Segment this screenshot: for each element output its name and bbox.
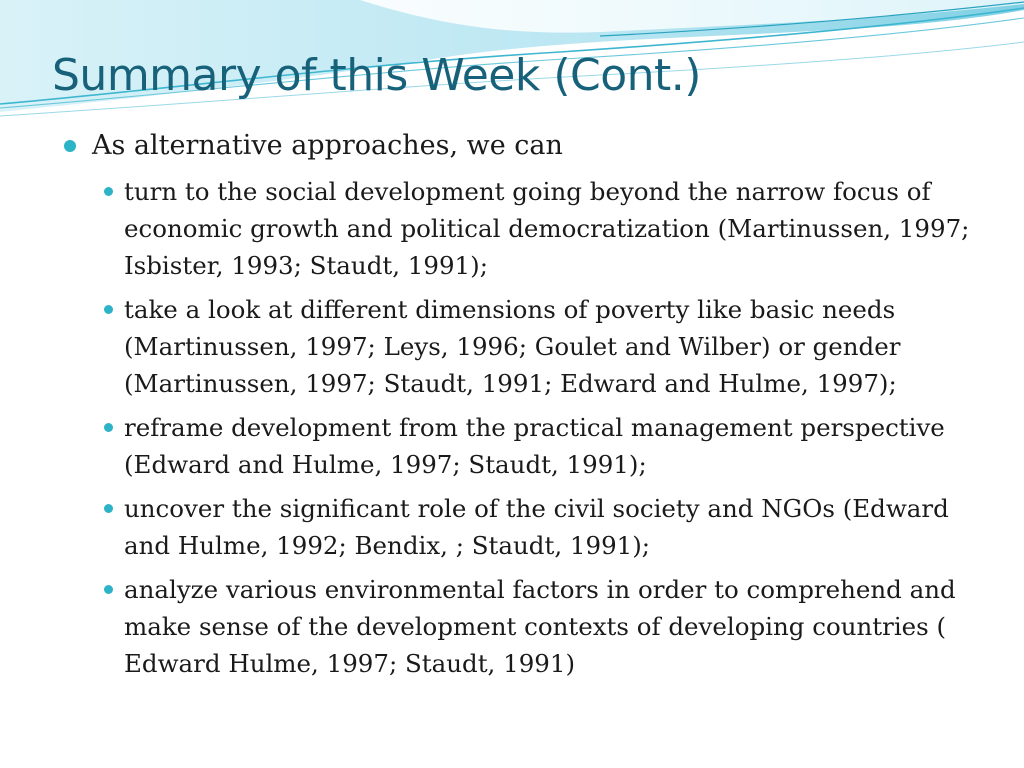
list-item-text: turn to the social development going beyond the narrow focus of economic growth and political democratization (Martinussen, 1997; Isbister, 1993; Staudt, 1991); — [124, 177, 970, 280]
teal-dot-bullet-icon — [104, 305, 113, 314]
list-item — [104, 571, 984, 682]
level1-item — [64, 128, 984, 164]
list-item-text: uncover the significant role of the civil society and NGOs (Edward and Hulme, 1992; Bendix, ; Staudt, 1991); — [124, 494, 949, 560]
list-item — [104, 173, 984, 284]
list-item-text: take a look at different dimensions of poverty like basic needs (Martinussen, 1997; Leys, 1996; Goulet and Wilber) or gender (Martinussen, 1997; Staudt, 1991; Edward and Hulme, 1997); — [124, 295, 901, 398]
slide-title: Summary of this Week (Cont.) — [52, 50, 701, 101]
teal-dot-bullet-icon — [104, 585, 113, 594]
list-item — [104, 490, 984, 564]
content-body — [64, 128, 984, 682]
teal-dot-bullet-icon — [104, 187, 113, 196]
list-item-text: analyze various environmental factors in order to comprehend and make sense of the development contexts of developing countries ( Edward Hulme, 1997; Staudt, 1991) — [124, 575, 956, 678]
list-item-text: reframe development from the practical management perspective (Edward and Hulme, 1997; Staudt, 1991); — [124, 413, 945, 479]
list-item — [104, 291, 984, 402]
teal-dot-bullet-icon — [64, 140, 76, 152]
list-item — [104, 409, 984, 483]
teal-dot-bullet-icon — [104, 504, 113, 513]
teal-dot-bullet-icon — [104, 423, 113, 432]
intro-text: As alternative approaches, we can — [92, 130, 563, 161]
approaches-list — [64, 173, 984, 682]
